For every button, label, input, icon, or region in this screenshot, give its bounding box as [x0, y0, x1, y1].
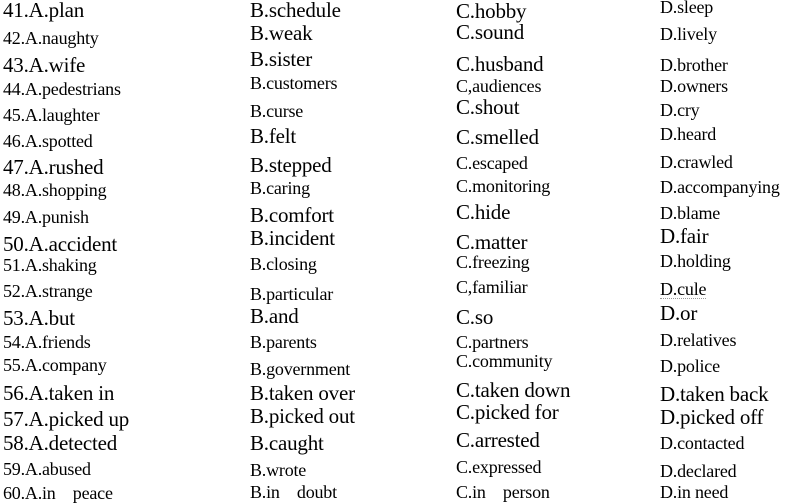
option-a: 47.A.rushed: [3, 155, 104, 179]
option-c: C.in person: [456, 482, 550, 502]
option-b: B.parents: [250, 332, 317, 352]
option-c: C,familiar: [456, 277, 528, 297]
option-d: D.heard: [660, 124, 717, 144]
option-c: C.shout: [456, 95, 520, 119]
option-d: D.holding: [660, 251, 731, 271]
option-b: B.in doubt: [250, 482, 337, 502]
option-b: B.taken over: [250, 381, 355, 405]
option-a: 59.A.abused: [3, 459, 91, 479]
option-a: 53.A.but: [3, 306, 75, 330]
option-c: C.partners: [456, 332, 529, 352]
option-c: C,audiences: [456, 76, 542, 96]
option-d: D.contacted: [660, 433, 745, 453]
option-b: B.felt: [250, 124, 297, 148]
option-a: 52.A.strange: [3, 281, 93, 301]
option-b: B.and: [250, 304, 299, 328]
option-c: C.freezing: [456, 252, 530, 272]
option-a: 60.A.in peace: [3, 483, 113, 503]
option-d: D.owners: [660, 76, 728, 96]
option-c: C.community: [456, 351, 553, 371]
option-d: D.or: [660, 301, 698, 325]
option-a: 50.A.accident: [3, 232, 118, 256]
option-b: B.incident: [250, 226, 335, 250]
option-b: B.weak: [250, 21, 313, 45]
option-b: B.caring: [250, 178, 310, 198]
option-c: C.taken down: [456, 378, 571, 402]
option-c: C.so: [456, 305, 494, 329]
option-b: B.picked out: [250, 404, 355, 428]
option-d: D.picked off: [660, 405, 764, 429]
option-c: C.hide: [456, 200, 511, 224]
option-b: B.schedule: [250, 0, 341, 22]
option-a: 57.A.picked up: [3, 407, 130, 431]
option-a: 48.A.shopping: [3, 180, 107, 200]
option-c: C.monitoring: [456, 176, 551, 196]
option-a: 43.A.wife: [3, 53, 86, 77]
option-a: 42.A.naughty: [3, 28, 99, 48]
option-a: 41.A.plan: [3, 0, 85, 22]
option-d: D.blame: [660, 203, 721, 223]
option-d: D.police: [660, 356, 720, 376]
option-c: C.sound: [456, 20, 525, 44]
option-d: D.accompanying: [660, 177, 780, 197]
option-c: C.arrested: [456, 428, 540, 452]
option-a: 55.A.company: [3, 355, 107, 375]
option-d: D.taken back: [660, 382, 769, 406]
option-a: 45.A.laughter: [3, 105, 100, 125]
option-b: B.closing: [250, 254, 317, 274]
option-a: 49.A.punish: [3, 207, 89, 227]
option-c: C.expressed: [456, 457, 542, 477]
option-d: D.crawled: [660, 152, 733, 172]
option-c: C.smelled: [456, 125, 539, 149]
option-d: D.cule: [660, 279, 707, 299]
option-d: D.in need: [660, 482, 729, 502]
option-b: B.wrote: [250, 460, 307, 480]
option-b: B.sister: [250, 47, 312, 71]
option-b: B.comfort: [250, 203, 334, 227]
option-b: B.customers: [250, 73, 338, 93]
option-b: B.stepped: [250, 153, 332, 177]
option-a: 44.A.pedestrians: [3, 79, 121, 99]
option-d: D.lively: [660, 24, 717, 44]
option-a: 46.A.spotted: [3, 131, 93, 151]
option-c: C.husband: [456, 52, 544, 76]
option-d: D.declared: [660, 461, 737, 481]
option-d: D.relatives: [660, 330, 737, 350]
option-b: B.particular: [250, 284, 334, 304]
option-b: B.caught: [250, 431, 324, 455]
option-a: 56.A.taken in: [3, 381, 115, 405]
option-a: 54.A.friends: [3, 332, 91, 352]
option-d: D.cry: [660, 100, 700, 120]
option-c: C.escaped: [456, 153, 528, 173]
option-c: C.matter: [456, 230, 528, 254]
option-d: D.fair: [660, 224, 709, 248]
option-c: C.picked for: [456, 400, 559, 424]
option-c: C.hobby: [456, 0, 527, 23]
option-b: B.government: [250, 359, 351, 379]
option-d: D.brother: [660, 55, 728, 75]
option-d: D.sleep: [660, 0, 714, 17]
option-b: B.curse: [250, 101, 304, 121]
option-a: 58.A.detected: [3, 431, 118, 455]
option-a: 51.A.shaking: [3, 255, 97, 275]
